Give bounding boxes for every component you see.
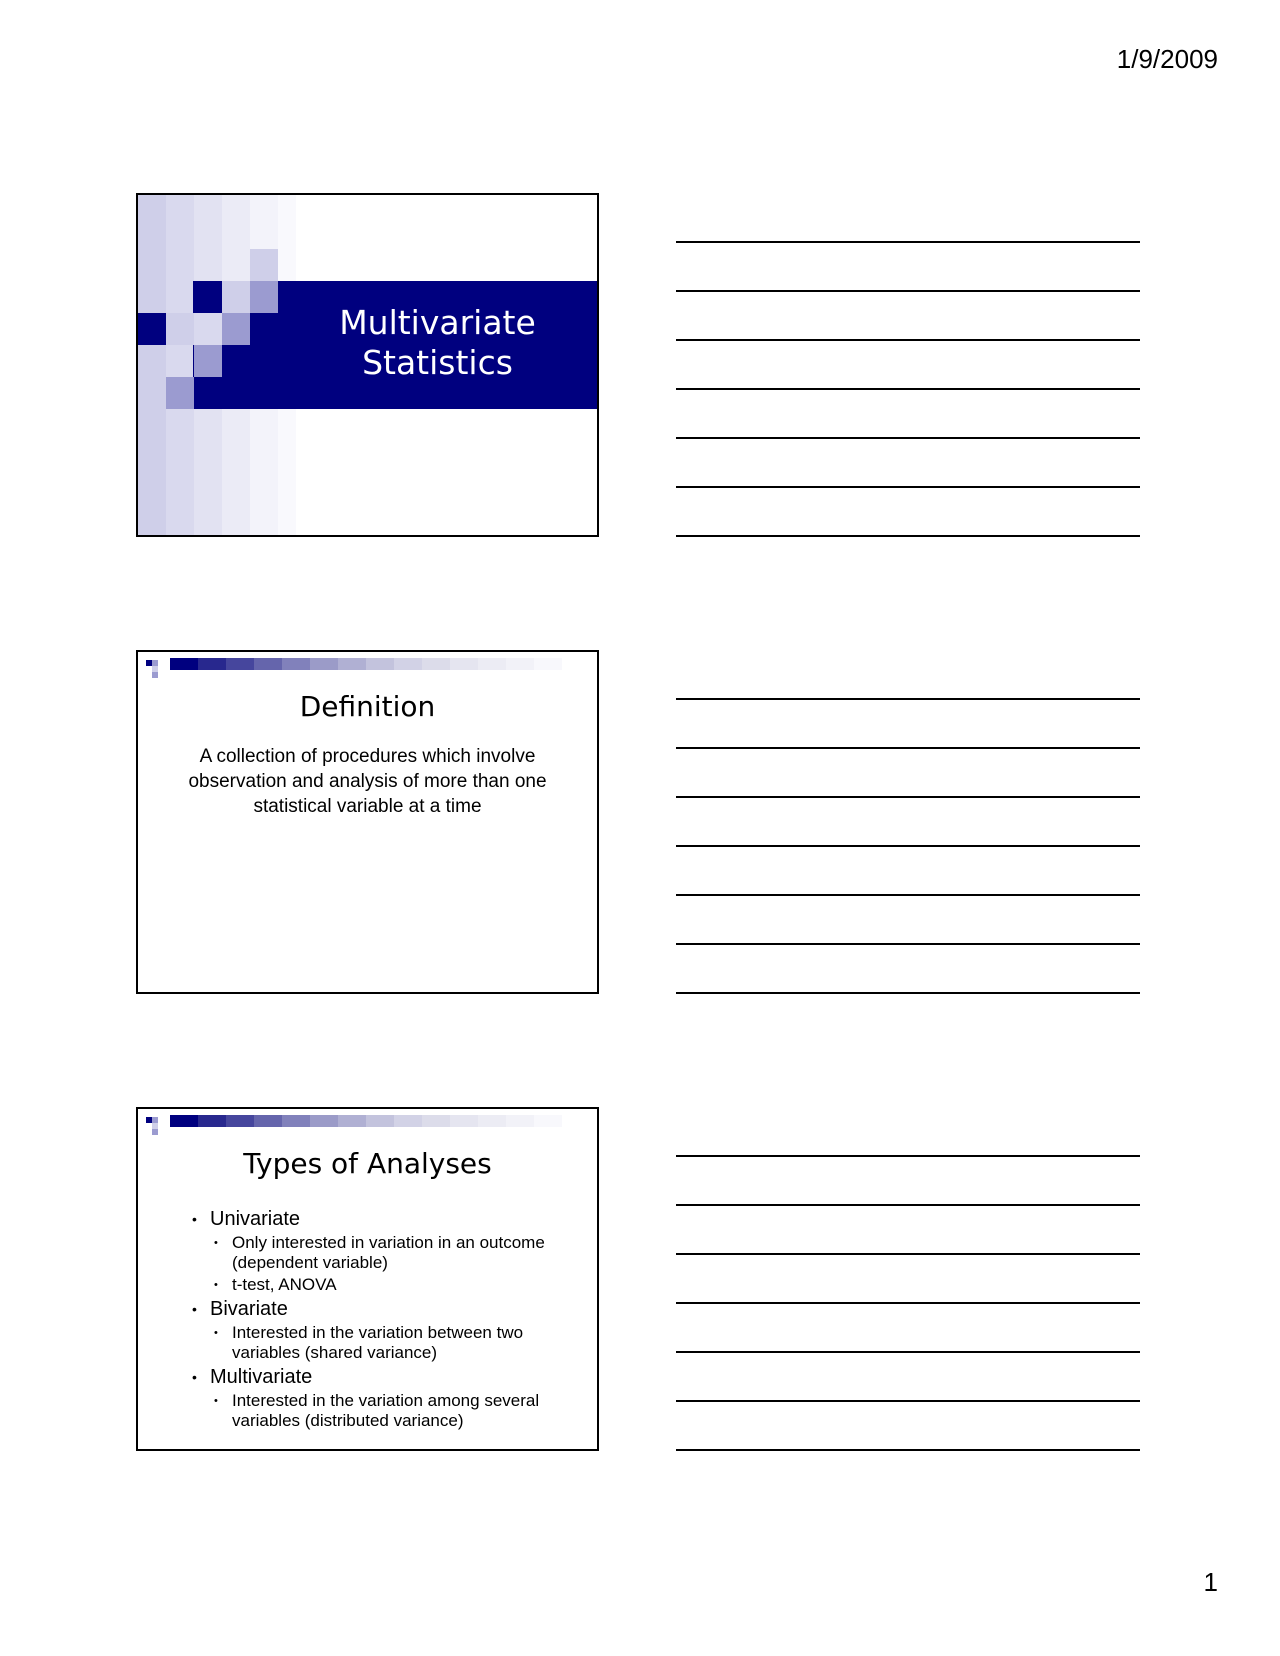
note-line	[676, 992, 1140, 994]
title-line-2: Statistics	[362, 343, 513, 382]
note-line	[676, 1253, 1140, 1255]
note-line	[676, 388, 1140, 390]
decorative-square	[166, 313, 194, 345]
bullet-item: • Bivariate	[192, 1297, 577, 1321]
gradient-strip	[138, 195, 166, 535]
decorative-square	[138, 313, 166, 345]
sub-bullet-item: • Only interested in variation in an outcome (dependent variable)	[192, 1233, 577, 1273]
note-line	[676, 486, 1140, 488]
corner-square	[152, 672, 158, 678]
title-line-1: Multivariate	[339, 303, 536, 342]
page-number: 1	[1203, 1567, 1218, 1597]
gradient-strip	[166, 195, 194, 535]
note-line	[676, 1302, 1140, 1304]
decorative-square	[166, 377, 194, 409]
note-line	[676, 290, 1140, 292]
slide-types-of-analyses	[136, 1107, 599, 1451]
corner-square	[152, 1117, 158, 1123]
decorative-square	[250, 249, 278, 281]
decorative-square	[194, 313, 222, 345]
bullet-item: • Univariate	[192, 1207, 577, 1231]
slide-title-multivariate-statistics	[136, 193, 599, 537]
sub-bullet-item: • t-test, ANOVA	[192, 1275, 577, 1295]
note-line	[676, 747, 1140, 749]
slide-title: Definition	[299, 690, 436, 723]
note-line	[676, 1449, 1140, 1451]
bullet-item: • Multivariate	[192, 1365, 577, 1389]
decorative-square	[222, 281, 250, 313]
definition-text: A collection of procedures which involve observation and analysis of more than one statistical variable at a time	[188, 746, 547, 817]
slide-title	[278, 303, 597, 383]
note-line	[676, 1351, 1140, 1353]
note-line	[676, 339, 1140, 341]
sub-bullet-item: • Interested in the variation between two variables (shared variance)	[192, 1323, 577, 1363]
note-line	[676, 535, 1140, 537]
sub-bullet-item: • Interested in the variation among several variables (distributed variance)	[192, 1391, 577, 1431]
note-line	[676, 943, 1140, 945]
note-line	[676, 437, 1140, 439]
note-line	[676, 241, 1140, 243]
note-line	[676, 1155, 1140, 1157]
slide-definition	[136, 650, 599, 994]
header-gradient-bar	[170, 658, 579, 670]
note-line	[676, 894, 1140, 896]
decorative-square	[222, 313, 250, 345]
decorative-square	[250, 281, 278, 313]
corner-square	[152, 660, 158, 666]
header-gradient-bar	[170, 1115, 579, 1127]
note-line	[676, 698, 1140, 700]
note-line	[676, 1204, 1140, 1206]
handout-date: 1/9/2009	[1116, 44, 1218, 74]
corner-square	[152, 1129, 158, 1135]
note-line	[676, 796, 1140, 798]
note-line	[676, 845, 1140, 847]
slide-title: Types of Analyses	[243, 1147, 492, 1180]
note-line	[676, 1400, 1140, 1402]
bullet-list	[192, 1205, 577, 1431]
decorative-square	[194, 345, 222, 377]
